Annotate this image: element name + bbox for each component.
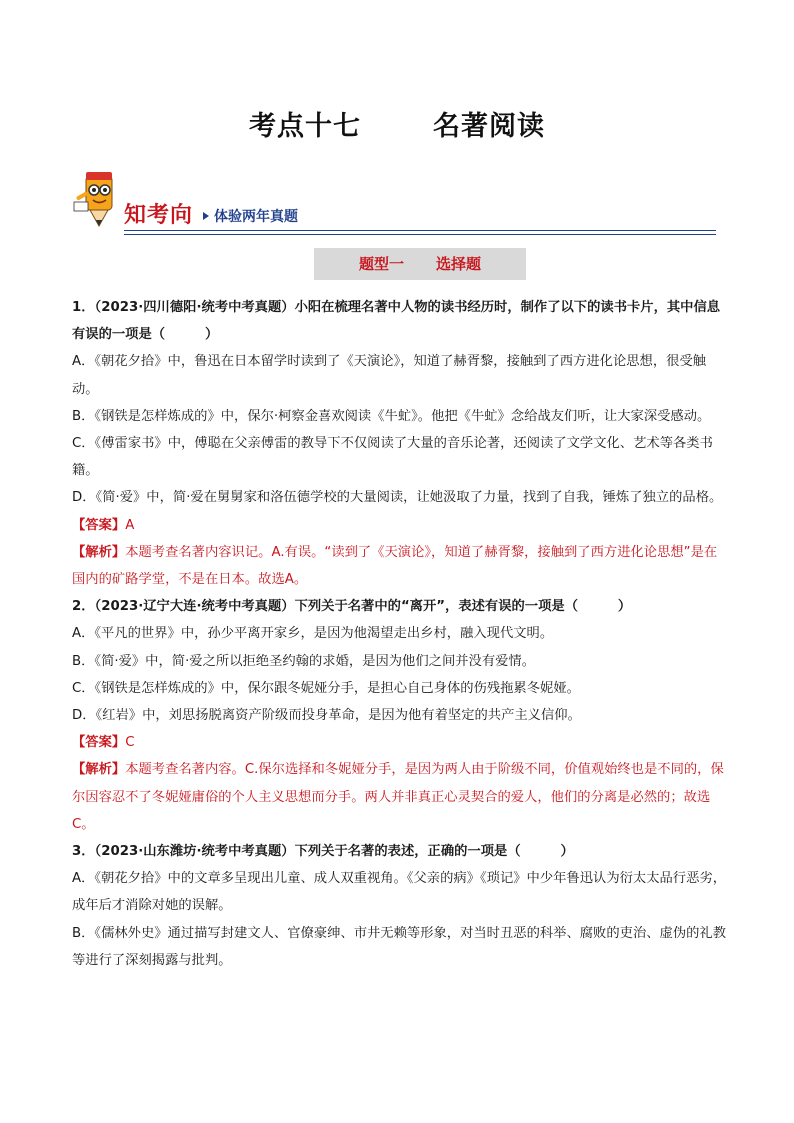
type-label: 题型一	[358, 255, 404, 273]
section-banner	[72, 168, 716, 238]
question-type-box	[314, 248, 526, 280]
answer-value: A	[125, 517, 135, 533]
question-list	[72, 294, 728, 974]
analysis-text: 本题考查名著内容识记。A.有误。“读到了《天演论》，知道了赫胥黎，接触到了西方进化论思想”是在国内的矿路学堂，不是在日本。故选A。	[72, 544, 718, 588]
analysis-line	[72, 756, 728, 838]
question-stem: 3．（2023·山东潍坊·统考中考真题）下列关于名著的表述，正确的一项是（ ）	[72, 844, 574, 860]
analysis-text: 本题考查名著内容。C.保尔选择和冬妮娅分手，是因为两人由于阶级不同，价值观始终也是不同的，保尔因容忍不了冬妮娅庸俗的个人主义思想而分手。两人并非真正心灵契合的爱人，他们的分离是必然的；故选C。	[72, 762, 724, 832]
option-c: C．《傅雷家书》中，傅聪在父亲傅雷的教导下不仅阅读了大量的音乐论著，还阅读了文学文化、艺术等各类书籍。	[72, 436, 713, 479]
analysis-label: 【解析】	[72, 544, 126, 560]
banner-title: 知考向	[124, 203, 194, 228]
question-stem: 1．（2023·四川德阳·统考中考真题）小阳在梳理名著中人物的读书经历时，制作了以下的读书卡片，其中信息有误的一项是（ ）	[72, 300, 721, 343]
page-title-left: 考点十七	[249, 111, 361, 142]
answer-label: 【答案】	[72, 517, 126, 533]
page-title	[0, 104, 794, 143]
option-a: A．《平凡的世界》中，孙少平离开家乡，是因为他渴望走出乡村，融入现代文明。	[72, 626, 554, 642]
answer-line	[72, 512, 728, 539]
option-c: C．《钢铁是怎样炼成的》中，保尔跟冬妮娅分手，是担心自己身体的伤残拖累冬妮娅。	[72, 680, 580, 696]
option-a: A．《朝花夕拾》中，鲁迅在日本留学时读到了《天演论》，知道了赫胥黎，接触到了西方进化论思想，很受触动。	[72, 354, 707, 397]
analysis-line	[72, 539, 728, 593]
divider	[124, 230, 716, 231]
type-name: 选择题	[436, 255, 482, 273]
triangle-right-icon	[203, 212, 209, 220]
answer-line	[72, 729, 728, 756]
option-a: A．《朝花夕拾》中的文章多呈现出儿童、成人双重视角。《父亲的病》《琐记》中少年鲁迅认为衍太太品行恶劣，成年后才消除对她的误解。	[72, 871, 726, 914]
page-title-right: 名著阅读	[433, 111, 545, 142]
divider	[124, 234, 716, 235]
answer-value: C	[125, 735, 135, 751]
option-b: B．《儒林外史》通过描写封建文人、官僚豪绅、市井无赖等形象，对当时丑恶的科举、腐败的吏治、虚伪的礼教等进行了深刻揭露与批判。	[72, 925, 727, 968]
option-d: D．《简·爱》中，简·爱在舅舅家和洛伍德学校的大量阅读，让她汲取了力量，找到了自我，锤炼了独立的品格。	[72, 490, 723, 506]
question-stem: 2．（2023·辽宁大连·统考中考真题）下列关于名著中的“离开”，表述有误的一项是（ ）	[72, 599, 632, 615]
analysis-label: 【解析】	[72, 762, 126, 778]
answer-label: 【答案】	[72, 735, 126, 751]
banner-subtitle: 体验两年真题	[214, 209, 298, 225]
option-b: B．《简·爱》中，简·爱之所以拒绝圣约翰的求婚，是因为他们之间并没有爱情。	[72, 653, 536, 669]
option-d: D．《红岩》中，刘思扬脱离资产阶级而投身革命，是因为他有着坚定的共产主义信仰。	[72, 708, 581, 724]
option-b: B．《钢铁是怎样炼成的》中，保尔·柯察金喜欢阅读《牛虻》。他把《牛虻》念给战友们听，让大家深受感动。	[72, 408, 711, 424]
pencil-mascot-icon	[72, 168, 128, 230]
